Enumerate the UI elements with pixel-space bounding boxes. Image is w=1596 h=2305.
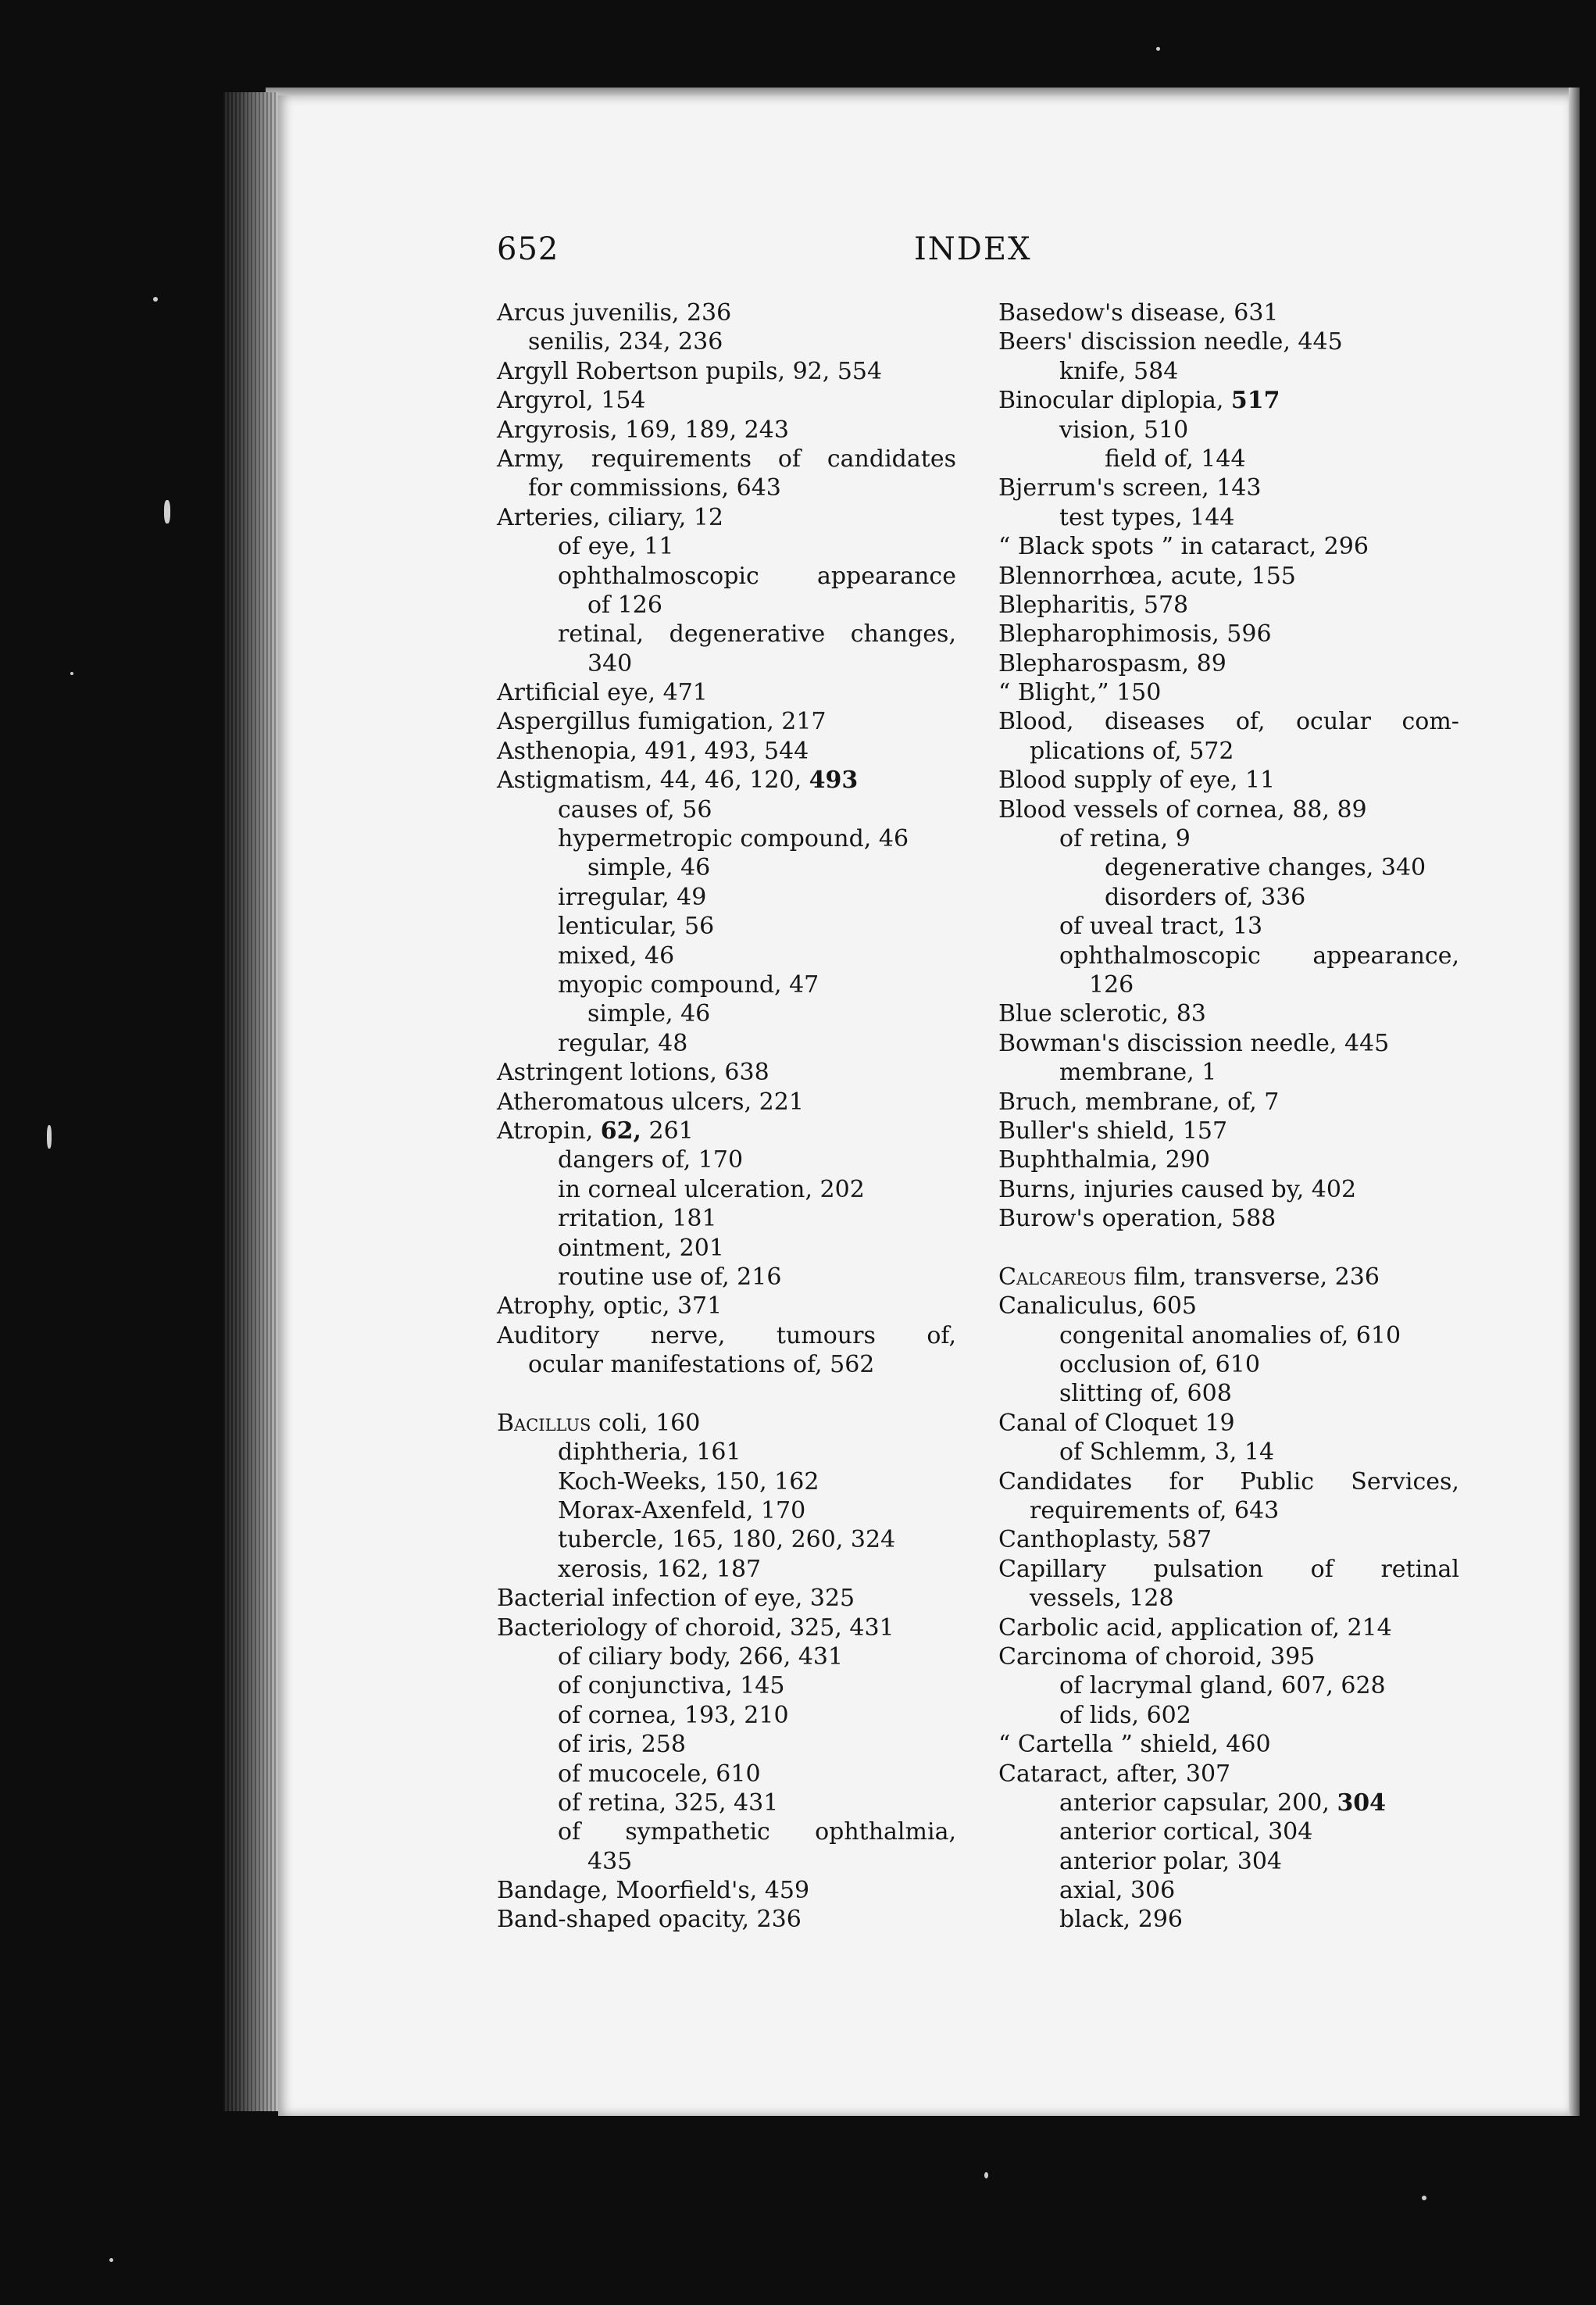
index-entry [497,649,956,678]
index-entry-text: 304 [1337,1789,1387,1817]
index-entry-text: Bjerrum's screen, 143 [998,474,1262,502]
index-word: of, [927,1321,956,1349]
index-entry [998,620,1459,649]
index-entry [998,649,1459,678]
index-entry [998,1847,1459,1876]
index-entry-text: Blood vessels of cornea, 88, 89 [998,795,1367,824]
index-entry-text: Morax-Axenfeld, 170 [558,1497,806,1525]
index-entry [497,853,956,882]
index-entry-text: Bacterial infection of eye, 325 [497,1585,855,1613]
index-entry-text: of lids, 602 [1059,1701,1191,1729]
index-entry-text: ointment, 201 [558,1234,724,1262]
index-entry-text: Arcus juvenilis, 236 [497,299,732,327]
index-word: ophthalmoscopic [1059,942,1261,970]
page-stack-lines [223,92,278,2111]
index-word: appearance [816,562,956,590]
index-column-right [998,298,1459,1935]
index-entry-text: of eye, 11 [558,533,674,561]
index-entry [497,883,956,912]
index-entry-text: axial, 306 [1059,1877,1176,1905]
index-entry [998,1204,1459,1233]
index-entry-text: 62, [600,1117,641,1145]
index-entry-text: of lacrymal gland, 607, 628 [1059,1672,1386,1700]
index-word: Blood, [998,708,1074,736]
index-entry [497,416,956,445]
index-entry [998,1496,1459,1525]
index-entry [497,1760,956,1789]
index-entry-text: Binocular diplopia, [998,387,1231,415]
index-entry [497,707,956,736]
index-entry-text: Blepharophimosis, 596 [998,620,1272,649]
index-entry-text: Bowman's discission needle, 445 [998,1029,1390,1057]
index-word: Public [1240,1467,1315,1496]
index-entry-text: of cornea, 193, 210 [558,1701,789,1729]
index-entry-text: regular, 48 [558,1029,688,1057]
index-entry-text: Artificial eye, 471 [497,679,708,707]
scan-speck [47,1125,52,1149]
index-entry-text: routine use of, 216 [558,1263,782,1291]
page-number: 652 [497,231,559,267]
index-entry-text: Blepharitis, 578 [998,591,1189,619]
index-entry [998,1263,1459,1292]
index-entry [497,1555,956,1584]
index-word: changes, [850,620,956,649]
index-entry-text: 340 [587,649,633,677]
index-entry [497,620,956,649]
index-column-left [497,298,956,1935]
index-entry [998,1350,1459,1379]
index-word: Candidates [998,1467,1133,1496]
scan-speck [1156,47,1160,51]
index-entry [497,1175,956,1204]
index-entry-text: disorders of, 336 [1105,883,1306,911]
index-entry-text: Argyrol, 154 [497,387,646,415]
index-entry-text: degenerative changes, 340 [1105,854,1426,882]
index-entry [497,1234,956,1263]
index-entry-text: 261 [641,1117,694,1145]
index-entry-text: rritation, 181 [558,1205,717,1233]
index-entry-text: Burow's operation, 588 [998,1205,1276,1233]
index-entry-text: Cataract, after, 307 [998,1760,1231,1788]
index-entry [497,298,956,327]
index-word: of [558,1818,581,1846]
index-entry-text: Koch-Weeks, 150, 162 [558,1467,819,1496]
index-entry [497,970,956,999]
index-entry [998,1701,1459,1730]
scan-speck [164,500,170,524]
index-entry [497,1614,956,1642]
index-entry [998,591,1459,620]
index-entry-text: “ Black spots ” in cataract, 296 [998,533,1369,561]
index-entry [998,1905,1459,1934]
index-entry [998,883,1459,912]
index-entry [497,795,956,824]
index-entry [497,532,956,561]
index-entry-text: 493 [809,767,859,795]
index-word: pulsation [1153,1555,1264,1583]
index-entry-text: of mucocele, 610 [558,1760,761,1788]
scan-speck [1422,2196,1426,2200]
index-entry-text: Bacillus [497,1409,591,1437]
index-entry-text: Blood supply of eye, 11 [998,767,1276,795]
scan-speck [984,2172,988,2178]
index-word: Capillary [998,1555,1107,1583]
index-entry [497,1584,956,1613]
index-entry-text: ocular manifestations of, 562 [528,1351,875,1379]
index-entry [497,1263,956,1292]
index-entry-text: hypermetropic compound, 46 [558,825,909,853]
index-entry [998,327,1459,356]
index-word: ocular [1296,708,1372,736]
index-entry [998,1614,1459,1642]
index-entry-text: “ Blight,” 150 [998,679,1162,707]
index-entry [998,999,1459,1028]
index-entry [998,853,1459,882]
index-entry [497,1029,956,1058]
index-entry [998,912,1459,941]
index-entry [998,1789,1459,1817]
index-word: ophthalmia, [815,1818,956,1846]
index-entry [497,1905,956,1934]
index-entry [497,1204,956,1233]
index-entry [998,707,1459,736]
index-entry-text: Atheromatous ulcers, 221 [497,1088,804,1116]
index-entry-text: dangers of, 170 [558,1146,744,1174]
index-entry-text: Canaliculus, 605 [998,1292,1198,1320]
index-entry [998,1467,1459,1496]
index-entry-text: anterior polar, 304 [1059,1847,1283,1875]
index-entry [497,766,956,795]
index-entry-text: Bruch, membrane, of, 7 [998,1088,1280,1116]
index-word: Services, [1351,1467,1459,1496]
index-entry-text: of Schlemm, 3, 14 [1059,1438,1275,1467]
index-entry-text: vessels, 128 [1030,1585,1174,1613]
index-entry-text: Atropin, [497,1117,601,1145]
index-entry [998,766,1459,795]
index-entry [998,1642,1459,1671]
index-entry [998,1379,1459,1408]
index-entry [998,503,1459,532]
index-entry-text: anterior cortical, 304 [1059,1818,1313,1846]
index-entry-text: diphtheria, 161 [558,1438,741,1467]
index-entry-text: Canthoplasty, 587 [998,1526,1212,1554]
index-entry [497,357,956,386]
index-entry [497,1058,956,1087]
index-entry [497,386,956,415]
index-entry [497,1847,956,1876]
index-word: of [1310,1555,1334,1583]
index-entry-text: occlusion of, 610 [1059,1351,1260,1379]
running-head [0,231,1596,270]
index-entry-text: Carcinoma of choroid, 395 [998,1642,1316,1671]
index-entry-text: Calcareous [998,1263,1126,1291]
index-entry-text: anterior capsular, 200, [1059,1789,1337,1817]
index-entry [998,562,1459,591]
index-word: ophthalmoscopic [558,562,759,590]
index-word: retinal [1380,1555,1459,1583]
index-entry [497,562,956,591]
index-entry [998,1584,1459,1613]
index-entry-text: black, 296 [1059,1906,1183,1934]
index-entry [998,1088,1459,1117]
index-entry-text: Beers' discission needle, 445 [998,328,1343,356]
index-word: appearance, [1312,942,1459,970]
index-entry-text: vision, 510 [1059,416,1189,444]
index-entry [998,795,1459,824]
index-entry-text: field of, 144 [1105,445,1246,473]
index-entry [497,1350,956,1379]
index-entry-text: myopic compound, 47 [558,970,819,999]
index-entry-text: film, transverse, 236 [1126,1263,1380,1291]
index-entry [998,298,1459,327]
index-entry-text: Astringent lotions, 638 [497,1059,769,1087]
index-entry-text: Blue sclerotic, 83 [998,1000,1206,1028]
index-entry-text: Carbolic acid, application of, 214 [998,1614,1392,1642]
index-entry [998,1876,1459,1905]
index-entry-text: of retina, 9 [1059,825,1191,853]
index-entry [497,503,956,532]
index-entry [497,1642,956,1671]
index-entry-text: of 126 [587,591,662,619]
index-entry [497,1467,956,1496]
index-word: diseases [1105,708,1205,736]
index-entry [998,357,1459,386]
index-entry [998,1058,1459,1087]
index-entry [998,1760,1459,1789]
index-entry [998,1292,1459,1320]
index-word: nerve, [650,1321,726,1349]
index-entry [998,532,1459,561]
index-entry [497,445,956,474]
index-entry [497,327,956,356]
index-entry [998,1555,1459,1584]
index-entry-text: Argyrosis, 169, 189, 243 [497,416,789,444]
index-entry [497,999,956,1028]
index-word: for [1169,1467,1204,1496]
index-entry [497,1496,956,1525]
index-entry [497,1438,956,1467]
index-entry-text: of ciliary body, 266, 431 [558,1642,844,1671]
index-entry-text: causes of, 56 [558,795,712,824]
index-entry [497,737,956,766]
index-entry-text: of conjunctiva, 145 [558,1672,785,1700]
index-entry-text: 517 [1230,387,1280,415]
index-entry [497,1409,956,1438]
index-entry-text: 435 [587,1847,633,1875]
index-word: degenerative [669,620,826,649]
index-word: sympathetic [625,1818,770,1846]
index-entry [497,1145,956,1174]
index-entry-text: requirements of, 643 [1030,1497,1280,1525]
index-entry-text: tubercle, 165, 180, 260, 324 [558,1526,896,1554]
index-entry [998,1117,1459,1145]
index-entry [998,1730,1459,1759]
index-entry [497,1730,956,1759]
index-entry-text: Blennorrhœa, acute, 155 [998,562,1296,590]
index-entry [998,942,1459,970]
index-entry [497,1321,956,1350]
index-entry [497,474,956,502]
index-word: candidates [827,445,956,473]
index-entry-text: Bandage, Moorfield's, 459 [497,1877,810,1905]
index-word: retinal, [558,620,644,649]
index-entry [998,1145,1459,1174]
index-word: requirements [591,445,752,473]
index-entry [998,737,1459,766]
index-entry [998,1321,1459,1350]
index-entry [497,1088,956,1117]
index-entry-text: Buller's shield, 157 [998,1117,1228,1145]
index-entry-text: Bacteriology of choroid, 325, 431 [497,1614,894,1642]
index-entry [497,1701,956,1730]
index-entry-text: coli, 160 [591,1409,701,1437]
index-entry [998,1409,1459,1438]
index-entry-text: knife, 584 [1059,357,1179,385]
index-entry-text: Blepharospasm, 89 [998,649,1226,677]
index-entry [497,1525,956,1554]
index-entry [998,678,1459,707]
index-entry-text: test types, 144 [1059,503,1235,531]
index-entry [497,1876,956,1905]
page-title: INDEX [914,231,1032,267]
index-entry-text: Atrophy, optic, 371 [497,1292,723,1320]
index-entry-text: for commissions, 643 [528,474,781,502]
index-entry [998,416,1459,445]
index-entry [998,386,1459,415]
index-entry-text: mixed, 46 [558,942,675,970]
index-word: com- [1401,708,1459,736]
scan-speck [109,2258,113,2262]
index-entry-text: membrane, 1 [1059,1059,1217,1087]
index-entry [497,824,956,853]
index-entry-text: Astigmatism, 44, 46, 120, [497,767,809,795]
index-entry [998,824,1459,853]
index-entry [497,1292,956,1320]
index-entry [497,1789,956,1817]
scan-speck [70,672,73,675]
index-entry-text: simple, 46 [587,854,711,882]
index-entry-text: irregular, 49 [558,883,707,911]
index-entry-text: “ Cartella ” shield, 460 [998,1731,1271,1759]
index-entry [497,1817,956,1846]
index-entry [998,474,1459,502]
index-entry-text: Aspergillus fumigation, 217 [497,708,827,736]
index-entry [998,1175,1459,1204]
index-entry [998,970,1459,999]
index-word: of, [1235,708,1266,736]
index-entry-text: Basedow's disease, 631 [998,299,1279,327]
index-entry-text: Band-shaped opacity, 236 [497,1906,802,1934]
index-entry-text: Asthenopia, 491, 493, 544 [497,737,809,765]
index-entry-text: Burns, injuries caused by, 402 [998,1175,1357,1203]
index-entry-text: congenital anomalies of, 610 [1059,1321,1401,1349]
index-entry-text: simple, 46 [587,1000,711,1028]
index-entry [998,445,1459,474]
index-entry [998,1438,1459,1467]
index-word: tumours [776,1321,876,1349]
index-entry-text: Canal of Cloquet 19 [998,1409,1235,1437]
index-entry [497,591,956,620]
index-entry-text: slitting of, 608 [1059,1380,1232,1408]
index-entry [998,1817,1459,1846]
index-entry [497,1671,956,1700]
index-entry-text: xerosis, 162, 187 [558,1555,762,1583]
page-right-edge [1569,88,1580,2116]
index-entry-text: of retina, 325, 431 [558,1789,779,1817]
index-spacer [998,1234,1459,1263]
index-entry-text: lenticular, 56 [558,913,715,941]
index-entry-text: of iris, 258 [558,1731,686,1759]
index-word: Auditory [497,1321,600,1349]
index-entry-text: Argyll Robertson pupils, 92, 554 [497,357,883,385]
index-entry-text: Arteries, ciliary, 12 [497,503,723,531]
index-word: Army, [497,445,565,473]
index-entry-text: of uveal tract, 13 [1059,913,1263,941]
index-entry [497,678,956,707]
index-entry [998,1671,1459,1700]
index-entry-text: plications of, 572 [1030,737,1234,765]
index-entry [497,1117,956,1145]
index-spacer [497,1379,956,1408]
index-entry-text: Buphthalmia, 290 [998,1146,1211,1174]
index-entry [998,1525,1459,1554]
index-entry [497,942,956,970]
index-entry [998,1029,1459,1058]
scan-speck [153,297,158,302]
index-entry [497,912,956,941]
index-entry-text: in corneal ulceration, 202 [558,1175,865,1203]
index-entry-text: 126 [1089,970,1134,999]
index-entry-text: senilis, 234, 236 [528,328,723,356]
index-word: of [777,445,802,473]
